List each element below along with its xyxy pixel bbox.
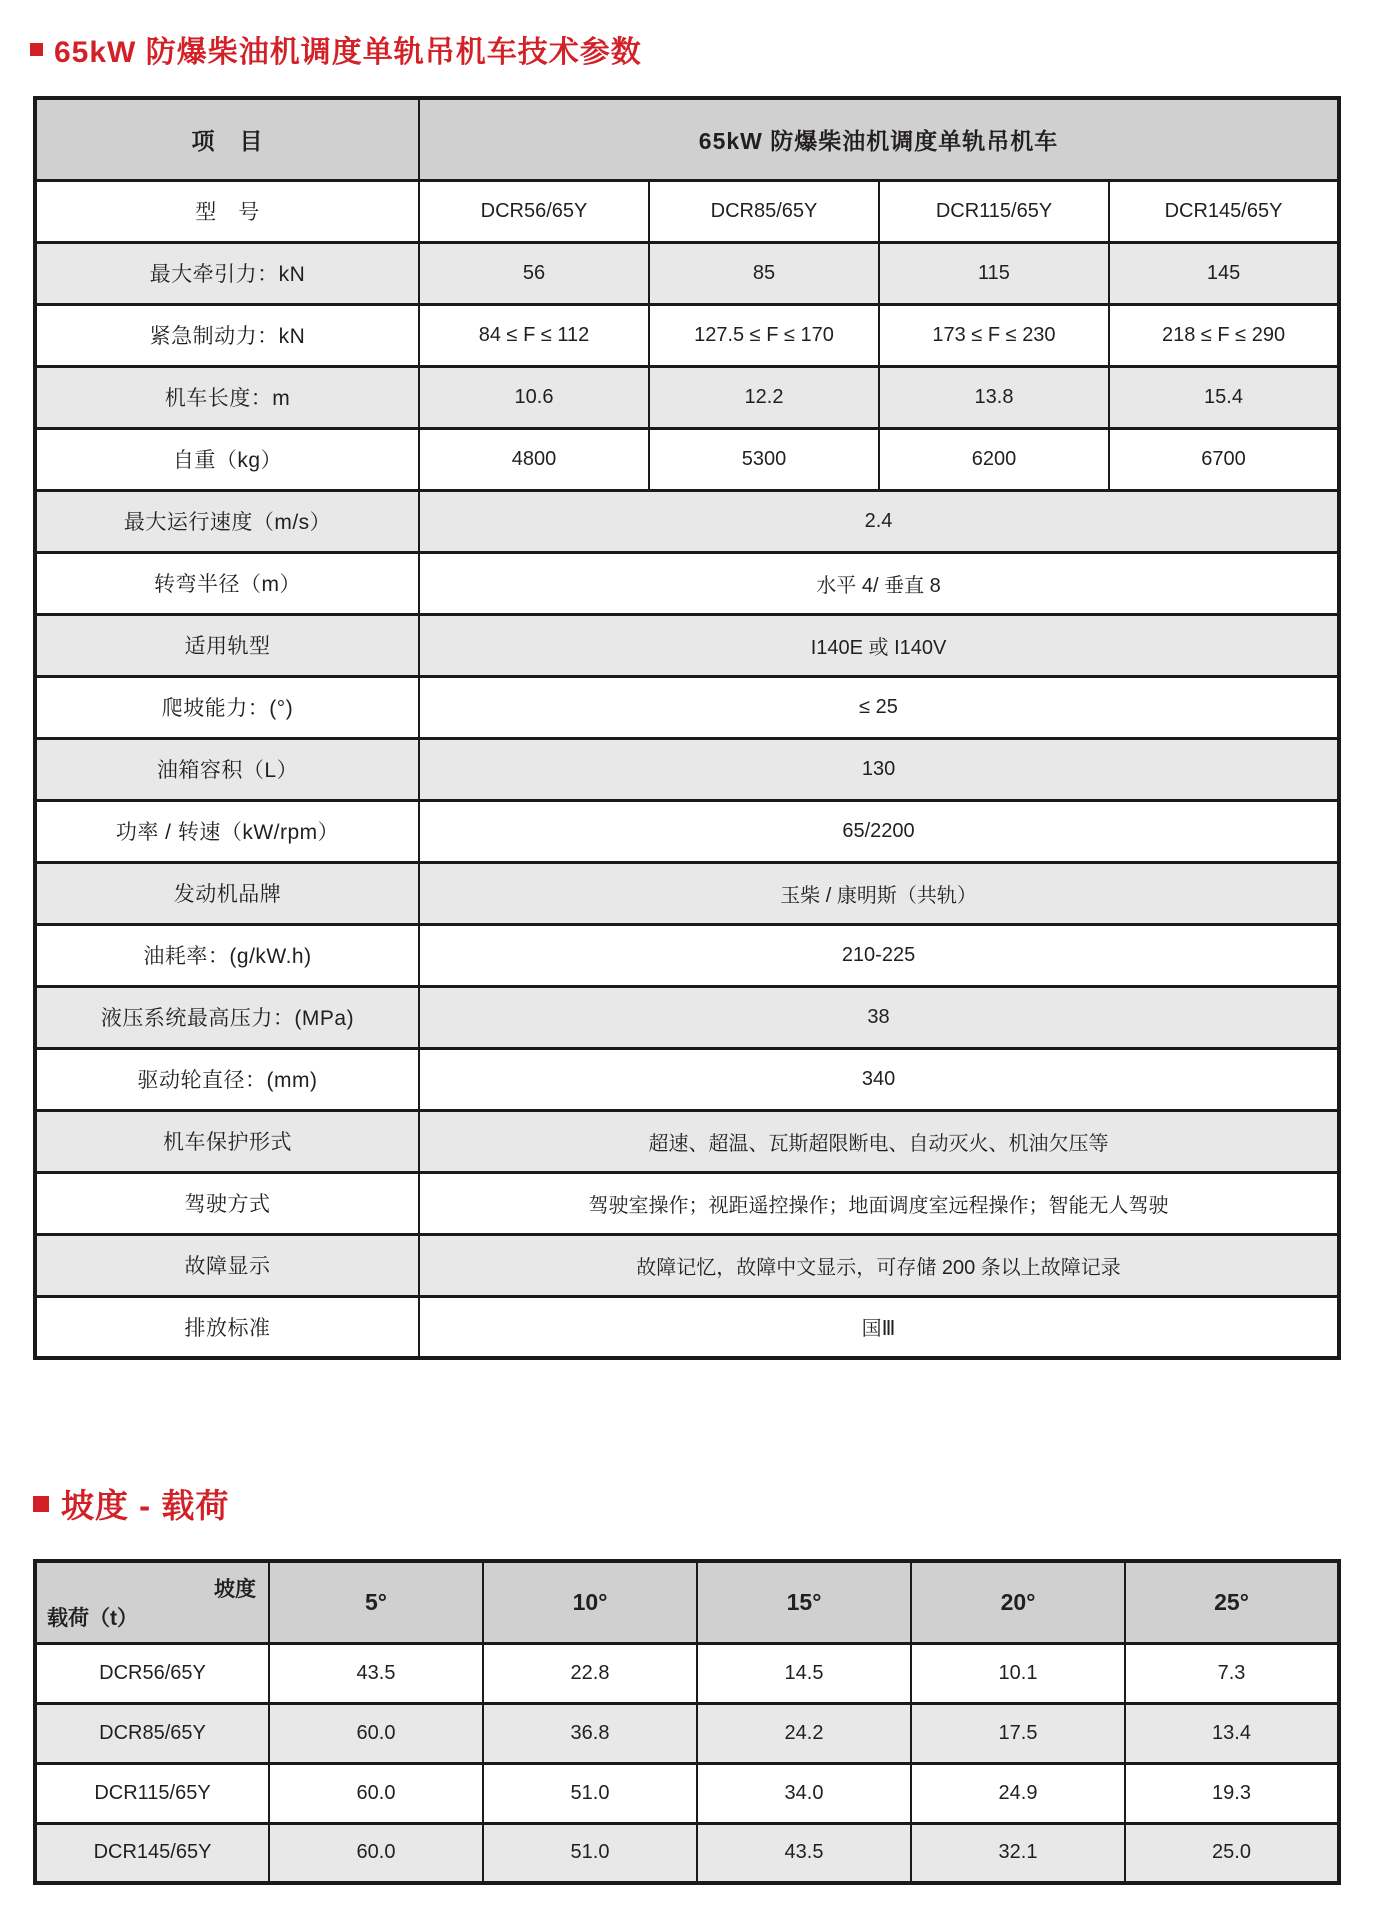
cell-value: 65/2200 xyxy=(419,800,1339,862)
cell-value: 34.0 xyxy=(697,1763,911,1823)
cell-value: 25.0 xyxy=(1125,1823,1339,1883)
slope-column-header: 25° xyxy=(1125,1561,1339,1643)
table-row xyxy=(35,924,1339,986)
model-label: DCR115/65Y xyxy=(35,1763,269,1823)
cell-value: 173 ≤ F ≤ 230 xyxy=(879,304,1109,366)
cell-value: 超速、超温、瓦斯超限断电、自动灭火、机油欠压等 xyxy=(419,1110,1339,1172)
table-row xyxy=(35,986,1339,1048)
table-row xyxy=(35,614,1339,676)
cell-value: 51.0 xyxy=(483,1823,697,1883)
cell-value: 115 xyxy=(879,242,1109,304)
cell-value: 43.5 xyxy=(697,1823,911,1883)
table-row xyxy=(35,304,1339,366)
cell-value: 5300 xyxy=(649,428,879,490)
row-label: 最大牵引力：kN xyxy=(35,242,419,304)
row-label: 最大运行速度（m/s） xyxy=(35,490,419,552)
slope-load-corner-cell xyxy=(35,1561,269,1643)
row-label: 油耗率：(g/kW.h) xyxy=(35,924,419,986)
cell-value: DCR56/65Y xyxy=(419,180,649,242)
row-label: 机车长度：m xyxy=(35,366,419,428)
table-row xyxy=(35,428,1339,490)
row-label: 自重（kg） xyxy=(35,428,419,490)
cell-value: 驾驶室操作；视距遥控操作；地面调度室远程操作；智能无人驾驶 xyxy=(419,1172,1339,1234)
row-label: 型 号 xyxy=(35,180,419,242)
cell-value: 145 xyxy=(1109,242,1339,304)
row-label: 油箱容积（L） xyxy=(35,738,419,800)
cell-value: 130 xyxy=(419,738,1339,800)
cell-value: DCR145/65Y xyxy=(1109,180,1339,242)
table-row xyxy=(35,1823,1339,1883)
row-label: 功率 / 转速（kW/rpm） xyxy=(35,800,419,862)
table-row xyxy=(35,242,1339,304)
slope-column-header: 5° xyxy=(269,1561,483,1643)
cell-value: 2.4 xyxy=(419,490,1339,552)
cell-value: 60.0 xyxy=(269,1823,483,1883)
cell-value: 4800 xyxy=(419,428,649,490)
row-label: 驱动轮直径：(mm) xyxy=(35,1048,419,1110)
table-row xyxy=(35,862,1339,924)
cell-value: 13.8 xyxy=(879,366,1109,428)
table-row xyxy=(35,552,1339,614)
cell-value: DCR85/65Y xyxy=(649,180,879,242)
cell-value: 10.6 xyxy=(419,366,649,428)
slope-column-header: 15° xyxy=(697,1561,911,1643)
cell-value: 60.0 xyxy=(269,1763,483,1823)
table-row xyxy=(35,1048,1339,1110)
row-label: 转弯半径（m） xyxy=(35,552,419,614)
cell-value: 6200 xyxy=(879,428,1109,490)
table-row xyxy=(35,1763,1339,1823)
cell-value: 51.0 xyxy=(483,1763,697,1823)
spec-header-row xyxy=(35,98,1339,180)
cell-value: 19.3 xyxy=(1125,1763,1339,1823)
load-axis-label: 载荷（t） xyxy=(47,1606,138,1630)
table-row xyxy=(35,1643,1339,1703)
slope-load-table xyxy=(33,1559,1341,1885)
cell-value: 14.5 xyxy=(697,1643,911,1703)
table-row xyxy=(35,366,1339,428)
red-square-bullet-icon xyxy=(30,43,43,56)
cell-value: 故障记忆，故障中文显示，可存储 200 条以上故障记录 xyxy=(419,1234,1339,1296)
row-label: 驾驶方式 xyxy=(35,1172,419,1234)
table-row xyxy=(35,1296,1339,1358)
cell-value: 32.1 xyxy=(911,1823,1125,1883)
section-title-specs-text: 65kW 防爆柴油机调度单轨吊机车技术参数 xyxy=(54,36,642,69)
cell-value: 玉柴 / 康明斯（共轨） xyxy=(419,862,1339,924)
section-title-slope-load xyxy=(33,1480,1375,1527)
row-label: 紧急制动力：kN xyxy=(35,304,419,366)
cell-value: 24.9 xyxy=(911,1763,1125,1823)
cell-value: 国Ⅲ xyxy=(419,1296,1339,1358)
cell-value: 水平 4/ 垂直 8 xyxy=(419,552,1339,614)
table-row xyxy=(35,800,1339,862)
table-row xyxy=(35,1703,1339,1763)
section-title-slope-load-text: 坡度 - 载荷 xyxy=(61,1487,230,1524)
spec-group-header: 65kW 防爆柴油机调度单轨吊机车 xyxy=(419,98,1339,180)
cell-value: 127.5 ≤ F ≤ 170 xyxy=(649,304,879,366)
slope-column-header: 20° xyxy=(911,1561,1125,1643)
cell-value: 36.8 xyxy=(483,1703,697,1763)
cell-value: ≤ 25 xyxy=(419,676,1339,738)
cell-value: 10.1 xyxy=(911,1643,1125,1703)
row-label: 爬坡能力：(°) xyxy=(35,676,419,738)
cell-value: 22.8 xyxy=(483,1643,697,1703)
cell-value: 85 xyxy=(649,242,879,304)
row-label: 排放标准 xyxy=(35,1296,419,1358)
red-square-bullet-icon xyxy=(33,1496,49,1512)
cell-value: 56 xyxy=(419,242,649,304)
cell-value: 60.0 xyxy=(269,1703,483,1763)
cell-value: 84 ≤ F ≤ 112 xyxy=(419,304,649,366)
row-label: 液压系统最高压力：(MPa) xyxy=(35,986,419,1048)
cell-value: 43.5 xyxy=(269,1643,483,1703)
cell-value: 38 xyxy=(419,986,1339,1048)
cell-value: 340 xyxy=(419,1048,1339,1110)
row-label: 机车保护形式 xyxy=(35,1110,419,1172)
table-row xyxy=(35,1172,1339,1234)
spec-table xyxy=(33,96,1341,1360)
table-row xyxy=(35,738,1339,800)
table-row xyxy=(35,676,1339,738)
cell-value: DCR115/65Y xyxy=(879,180,1109,242)
cell-value: 210-225 xyxy=(419,924,1339,986)
table-row xyxy=(35,1110,1339,1172)
cell-value: 7.3 xyxy=(1125,1643,1339,1703)
model-label: DCR85/65Y xyxy=(35,1703,269,1763)
table-row xyxy=(35,490,1339,552)
cell-value: 17.5 xyxy=(911,1703,1125,1763)
section-title-specs xyxy=(30,0,1375,71)
cell-value: 15.4 xyxy=(1109,366,1339,428)
slope-column-header: 10° xyxy=(483,1561,697,1643)
cell-value: I140E 或 I140V xyxy=(419,614,1339,676)
cell-value: 6700 xyxy=(1109,428,1339,490)
cell-value: 218 ≤ F ≤ 290 xyxy=(1109,304,1339,366)
slope-axis-label: 坡度 xyxy=(214,1578,256,1601)
table-row xyxy=(35,1234,1339,1296)
row-label: 适用轨型 xyxy=(35,614,419,676)
table-row xyxy=(35,180,1339,242)
row-label: 故障显示 xyxy=(35,1234,419,1296)
model-label: DCR56/65Y xyxy=(35,1643,269,1703)
cell-value: 12.2 xyxy=(649,366,879,428)
cell-value: 13.4 xyxy=(1125,1703,1339,1763)
row-label: 发动机品牌 xyxy=(35,862,419,924)
slope-header-row xyxy=(35,1561,1339,1643)
spec-corner-header: 项 目 xyxy=(35,98,419,180)
cell-value: 24.2 xyxy=(697,1703,911,1763)
model-label: DCR145/65Y xyxy=(35,1823,269,1883)
